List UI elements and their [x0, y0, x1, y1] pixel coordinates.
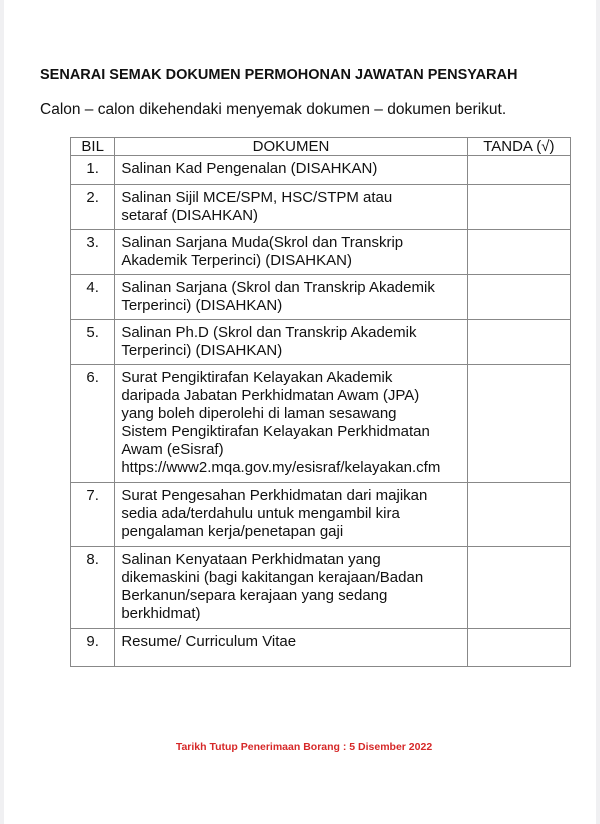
- document-line: Terperinci) (DISAHKAN): [121, 342, 283, 359]
- document-line: Salinan Sarjana (Skrol dan Transkrip Akademik: [121, 279, 435, 296]
- page-title: SENARAI SEMAK DOKUMEN PERMOHONAN JAWATAN PENSYARAH: [40, 67, 518, 83]
- table-header-row: [71, 138, 571, 156]
- closing-date-note: Tarikh Tutup Penerimaan Borang : 5 Disember 2022: [175, 741, 433, 753]
- document-line: Awam (eSisraf): [121, 441, 224, 458]
- header-tanda: TANDA (√): [467, 138, 570, 156]
- intro-text: Calon – calon dikehendaki menyemak dokumen – dokumen berikut.: [40, 101, 507, 118]
- document-line: dikemaskini (bagi kakitangan kerajaan/Badan: [121, 569, 424, 586]
- document-line: Terperinci) (DISAHKAN): [121, 297, 283, 314]
- table-row: [71, 365, 571, 483]
- document-line: daripada Jabatan Perkhidmatan Awam (JPA): [121, 387, 420, 404]
- row-document: [115, 275, 467, 320]
- row-number: 3.: [71, 230, 115, 275]
- row-number: 9.: [71, 629, 115, 667]
- document-line: Resume/ Curriculum Vitae: [121, 633, 297, 650]
- row-document: [115, 483, 467, 547]
- document-line: sedia ada/terdahulu untuk mengambil kira: [121, 505, 400, 522]
- header-bil: BIL: [71, 138, 115, 156]
- table-row: [71, 230, 571, 275]
- document-line: Salinan Kenyataan Perkhidmatan yang: [121, 551, 381, 568]
- row-number: 1.: [71, 156, 115, 185]
- tick-cell[interactable]: [467, 365, 570, 483]
- row-document: [115, 156, 467, 185]
- row-document: [115, 365, 467, 483]
- row-number: 8.: [71, 547, 115, 629]
- document-line: Surat Pengesahan Perkhidmatan dari majikan: [121, 487, 428, 504]
- row-number: 7.: [71, 483, 115, 547]
- document-line: Surat Pengiktirafan Kelayakan Akademik: [121, 369, 393, 386]
- tick-cell[interactable]: [467, 230, 570, 275]
- tick-cell[interactable]: [467, 185, 570, 230]
- row-document: [115, 230, 467, 275]
- table-row: [71, 320, 571, 365]
- header-dokumen: DOKUMEN: [115, 138, 467, 156]
- table-row: [71, 275, 571, 320]
- document-page: [4, 0, 596, 824]
- tick-cell[interactable]: [467, 320, 570, 365]
- tick-cell[interactable]: [467, 483, 570, 547]
- tick-cell[interactable]: [467, 156, 570, 185]
- row-document: [115, 185, 467, 230]
- table-row: [71, 185, 571, 230]
- row-document: [115, 320, 467, 365]
- document-line: Salinan Kad Pengenalan (DISAHKAN): [121, 160, 378, 177]
- row-number: 2.: [71, 185, 115, 230]
- document-line: yang boleh diperolehi di laman sesawang: [121, 405, 397, 422]
- row-number: 4.: [71, 275, 115, 320]
- document-line: Salinan Ph.D (Skrol dan Transkrip Akademik: [121, 324, 417, 341]
- tick-cell[interactable]: [467, 275, 570, 320]
- document-line: Salinan Sarjana Muda(Skrol dan Transkrip: [121, 234, 404, 251]
- row-document: [115, 629, 467, 667]
- table-row: [71, 547, 571, 629]
- checklist-table: [70, 137, 571, 667]
- table-row: [71, 629, 571, 667]
- document-line: pengalaman kerja/penetapan gaji: [121, 523, 344, 540]
- document-line: setaraf (DISAHKAN): [121, 207, 259, 224]
- document-line: https://www2.mqa.gov.my/esisraf/kelayakan.cfm: [121, 459, 441, 476]
- table-row: [71, 156, 571, 185]
- tick-cell[interactable]: [467, 629, 570, 667]
- document-line: Akademik Terperinci) (DISAHKAN): [121, 252, 352, 269]
- row-document: [115, 547, 467, 629]
- document-line: Sistem Pengiktirafan Kelayakan Perkhidmatan: [121, 423, 430, 440]
- row-number: 5.: [71, 320, 115, 365]
- tick-cell[interactable]: [467, 547, 570, 629]
- document-line: berkhidmat): [121, 605, 201, 622]
- row-number: 6.: [71, 365, 115, 483]
- document-line: Berkanun/separa kerajaan yang sedang: [121, 587, 388, 604]
- table-row: [71, 483, 571, 547]
- document-line: Salinan Sijil MCE/SPM, HSC/STPM atau: [121, 189, 393, 206]
